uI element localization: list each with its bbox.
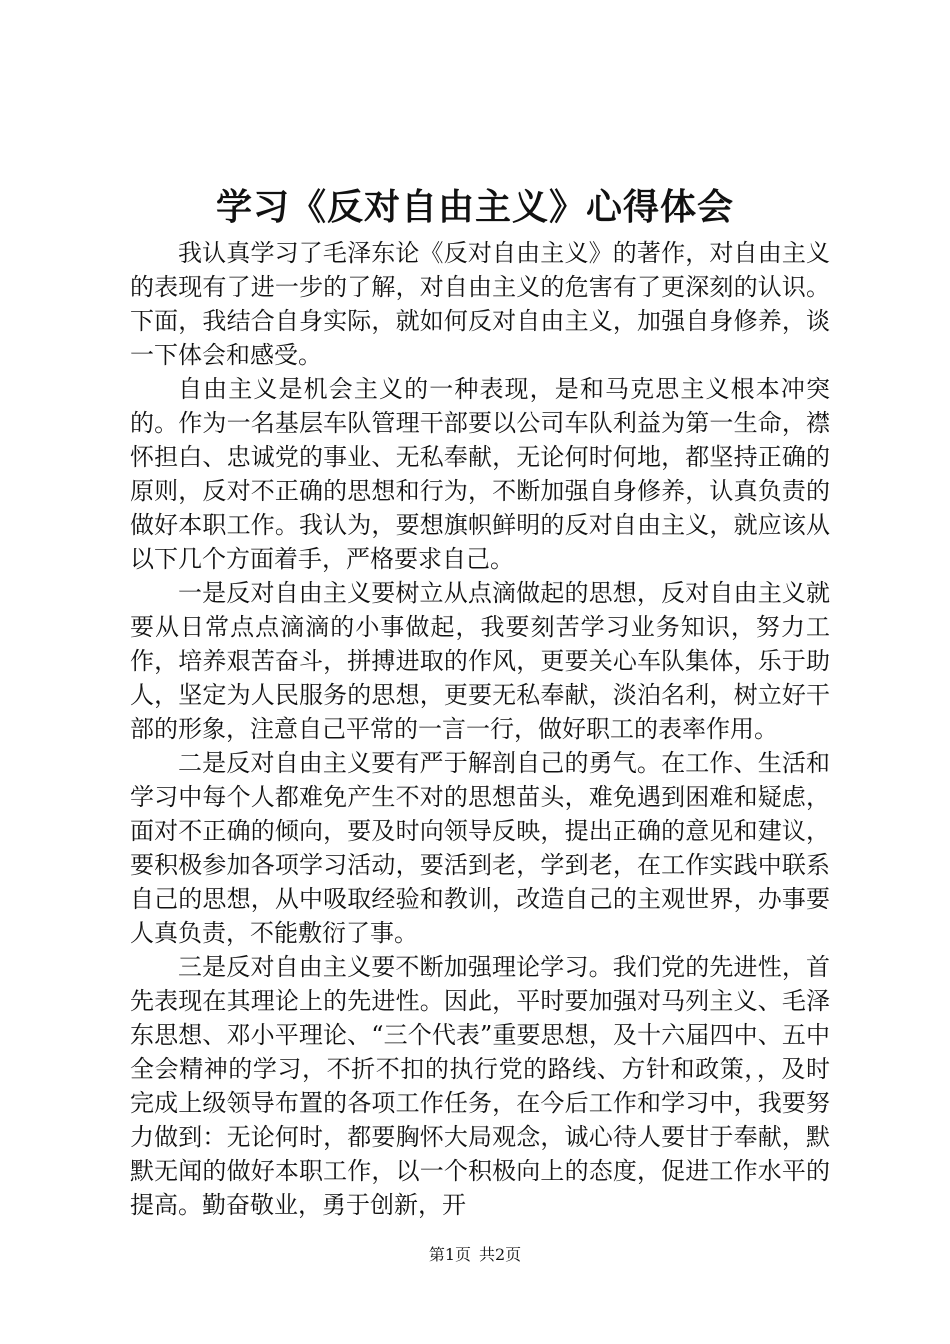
- paragraph-point-two: 二是反对自由主义要有严于解剖自己的勇气。在工作、生活和学习中每个人都难免产生不对的思想苗头，难免遇到困难和疑虑，面对不正确的倾向，要及时向领导反映，提出正确的意见和建议，要积极参加各项学习活动，要活到老，学到老，在工作实践中联系自己的思想，从中吸取经验和教训，改造自己的主观世界，办事要人真负责，不能敷衍了事。: [130, 749, 830, 947]
- document-title: 学习《反对自由主义》心得体会: [215, 187, 734, 228]
- paragraph-intro: 我认真学习了毛泽东论《反对自由主义》的著作，对自由主义的表现有了进一步的了解，对自由主义的危害有了更深刻的认识。下面，我结合自身实际，就如何反对自由主义，加强自身修养，谈一下体会和感受。: [130, 239, 830, 369]
- document-body: [130, 236, 830, 1222]
- paragraph-liberalism-definition: 自由主义是机会主义的一种表现，是和马克思主义根本冲突的。作为一名基层车队管理干部要以公司车队利益为第一生命，襟怀担白、忠诚党的事业、无私奉献，无论何时何地，都坚持正确的原则，反对不正确的思想和行为，不断加强自身修养，认真负责的做好本职工作。我认为，要想旗帜鲜明的反对自由主义，就应该从以下几个方面着手，严格要求自己。: [130, 375, 830, 573]
- page-number-total: 共2页: [479, 1245, 522, 1264]
- paragraph-point-one: 一是反对自由主义要树立从点滴做起的思想，反对自由主义就要从日常点点滴滴的小事做起，我要刻苦学习业务知识，努力工作，培养艰苦奋斗，拼搏进取的作风，更要关心车队集体，乐于助人，坚定为人民服务的思想，更要无私奉献，淡泊名利，树立好干部的形象，注意自己平常的一言一行，做好职工的表率作用。: [130, 579, 830, 743]
- page-footer: [0, 1244, 950, 1266]
- page-number-current: 第1页: [428, 1245, 471, 1264]
- paragraph-point-three: 三是反对自由主义要不断加强理论学习。我们党的先进性，首先表现在其理论上的先进性。因此，平时要加强对马列主义、毛泽东思想、邓小平理论、“三个代表”重要思想，及十六届四中、五中全会精神的学习，不折不扣的执行党的路线、方针和政策，，及时完成上级领导布置的各项工作任务，在今后工作和学习中，我要努力做到：无论何时，都要胸怀大局观念，诚心待人要甘于奉献，默默无闻的做好本职工作，以一个积极向上的态度，促进工作水平的提高。勤奋敬业，勇于创新，开: [130, 953, 830, 1219]
